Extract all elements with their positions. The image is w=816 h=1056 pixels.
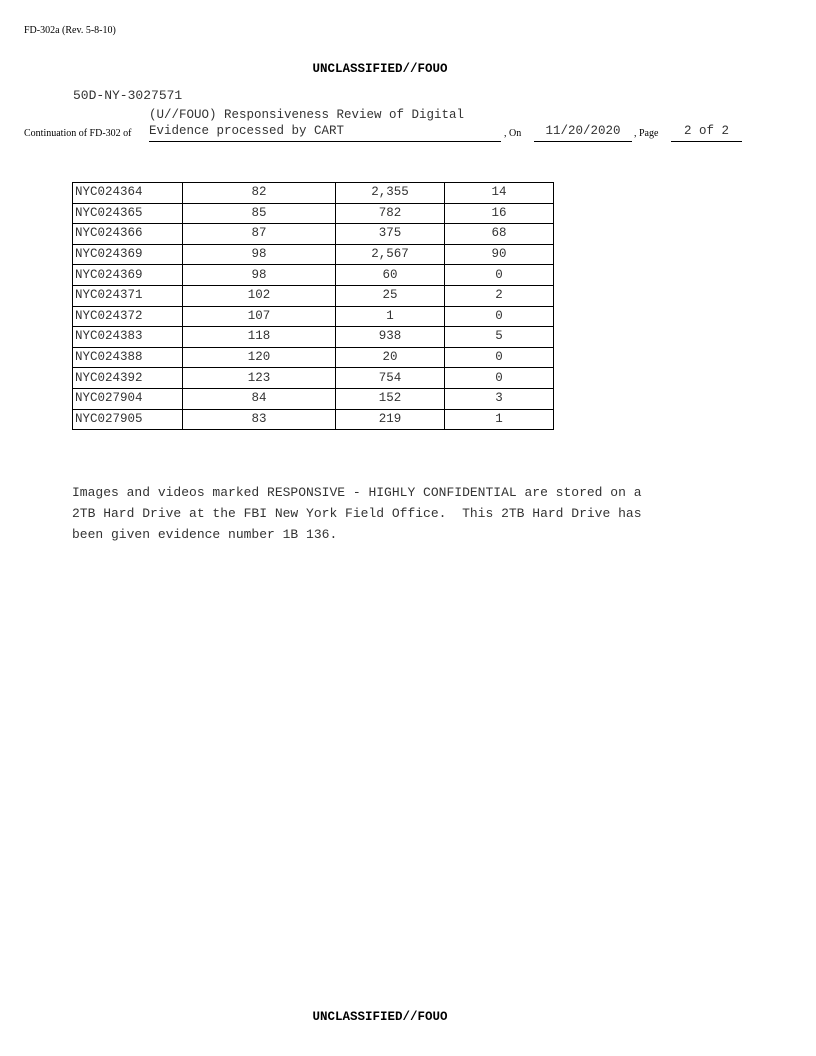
table-row [73, 347, 554, 368]
body-paragraph: Images and videos marked RESPONSIVE - HIGHLY CONFIDENTIAL are stored on a 2TB Hard Drive at the FBI New York Field Office. This 2TB Hard Drive has been given evidence number 1B 136. [72, 485, 642, 542]
table-cell: 938 [336, 327, 445, 348]
subject-line-2: Evidence processed by CART [149, 121, 501, 142]
table-cell: 84 [183, 388, 336, 409]
table-cell: 60 [336, 265, 445, 286]
classification-footer: UNCLASSIFIED//FOUO [312, 1010, 448, 1024]
table-cell: 83 [183, 409, 336, 430]
table-cell: 123 [183, 368, 336, 389]
table-cell: NYC027904 [73, 388, 183, 409]
table-row [73, 265, 554, 286]
table-cell: 152 [336, 388, 445, 409]
date-field: 11/20/2020 [534, 121, 632, 142]
table-cell: 375 [336, 224, 445, 245]
table-cell: 87 [183, 224, 336, 245]
table-row [73, 306, 554, 327]
table-cell: 0 [445, 306, 554, 327]
table-row [73, 244, 554, 265]
table-cell: 5 [445, 327, 554, 348]
table-cell: NYC027905 [73, 409, 183, 430]
table-cell: 85 [183, 203, 336, 224]
page-number-field: 2 of 2 [671, 121, 742, 142]
table-cell: NYC024369 [73, 265, 183, 286]
table-cell: 1 [336, 306, 445, 327]
table-cell: 90 [445, 244, 554, 265]
table-cell: 3 [445, 388, 554, 409]
table-cell: 98 [183, 265, 336, 286]
classification-header: UNCLASSIFIED//FOUO [312, 62, 448, 76]
table-row [73, 285, 554, 306]
table-cell: 754 [336, 368, 445, 389]
table-cell: 782 [336, 203, 445, 224]
table-cell: 82 [183, 183, 336, 204]
table-cell: 0 [445, 347, 554, 368]
table-row [73, 183, 554, 204]
table-cell: 219 [336, 409, 445, 430]
table-row [73, 327, 554, 348]
table-cell: NYC024369 [73, 244, 183, 265]
table-row [73, 203, 554, 224]
table-cell: 107 [183, 306, 336, 327]
page-label: , Page [634, 128, 659, 139]
table-cell: NYC024364 [73, 183, 183, 204]
file-number: 50D-NY-3027571 [73, 88, 183, 103]
table-cell: 0 [445, 368, 554, 389]
on-label: , On [504, 128, 522, 139]
table-cell: NYC024372 [73, 306, 183, 327]
table-cell: 16 [445, 203, 554, 224]
table-row [73, 388, 554, 409]
table-cell: NYC024383 [73, 327, 183, 348]
table-cell: 20 [336, 347, 445, 368]
table-cell: NYC024388 [73, 347, 183, 368]
table-cell: 68 [445, 224, 554, 245]
table-cell: 2,567 [336, 244, 445, 265]
table-cell: 25 [336, 285, 445, 306]
table-cell: 118 [183, 327, 336, 348]
table-row [73, 409, 554, 430]
table-cell: 98 [183, 244, 336, 265]
table-cell: NYC024365 [73, 203, 183, 224]
subject-line-1: (U//FOUO) Responsiveness Review of Digital [149, 108, 465, 122]
table-cell: 120 [183, 347, 336, 368]
table-cell: NYC024392 [73, 368, 183, 389]
table-cell: NYC024371 [73, 285, 183, 306]
table-row [73, 224, 554, 245]
continuation-label: Continuation of FD-302 of [24, 128, 132, 139]
evidence-table [72, 182, 554, 430]
table-row [73, 368, 554, 389]
table-cell: 0 [445, 265, 554, 286]
table-cell: NYC024366 [73, 224, 183, 245]
table-cell: 14 [445, 183, 554, 204]
table-cell: 2,355 [336, 183, 445, 204]
table-cell: 1 [445, 409, 554, 430]
table-cell: 102 [183, 285, 336, 306]
table-cell: 2 [445, 285, 554, 306]
form-revision-label: FD-302a (Rev. 5-8-10) [24, 25, 116, 36]
